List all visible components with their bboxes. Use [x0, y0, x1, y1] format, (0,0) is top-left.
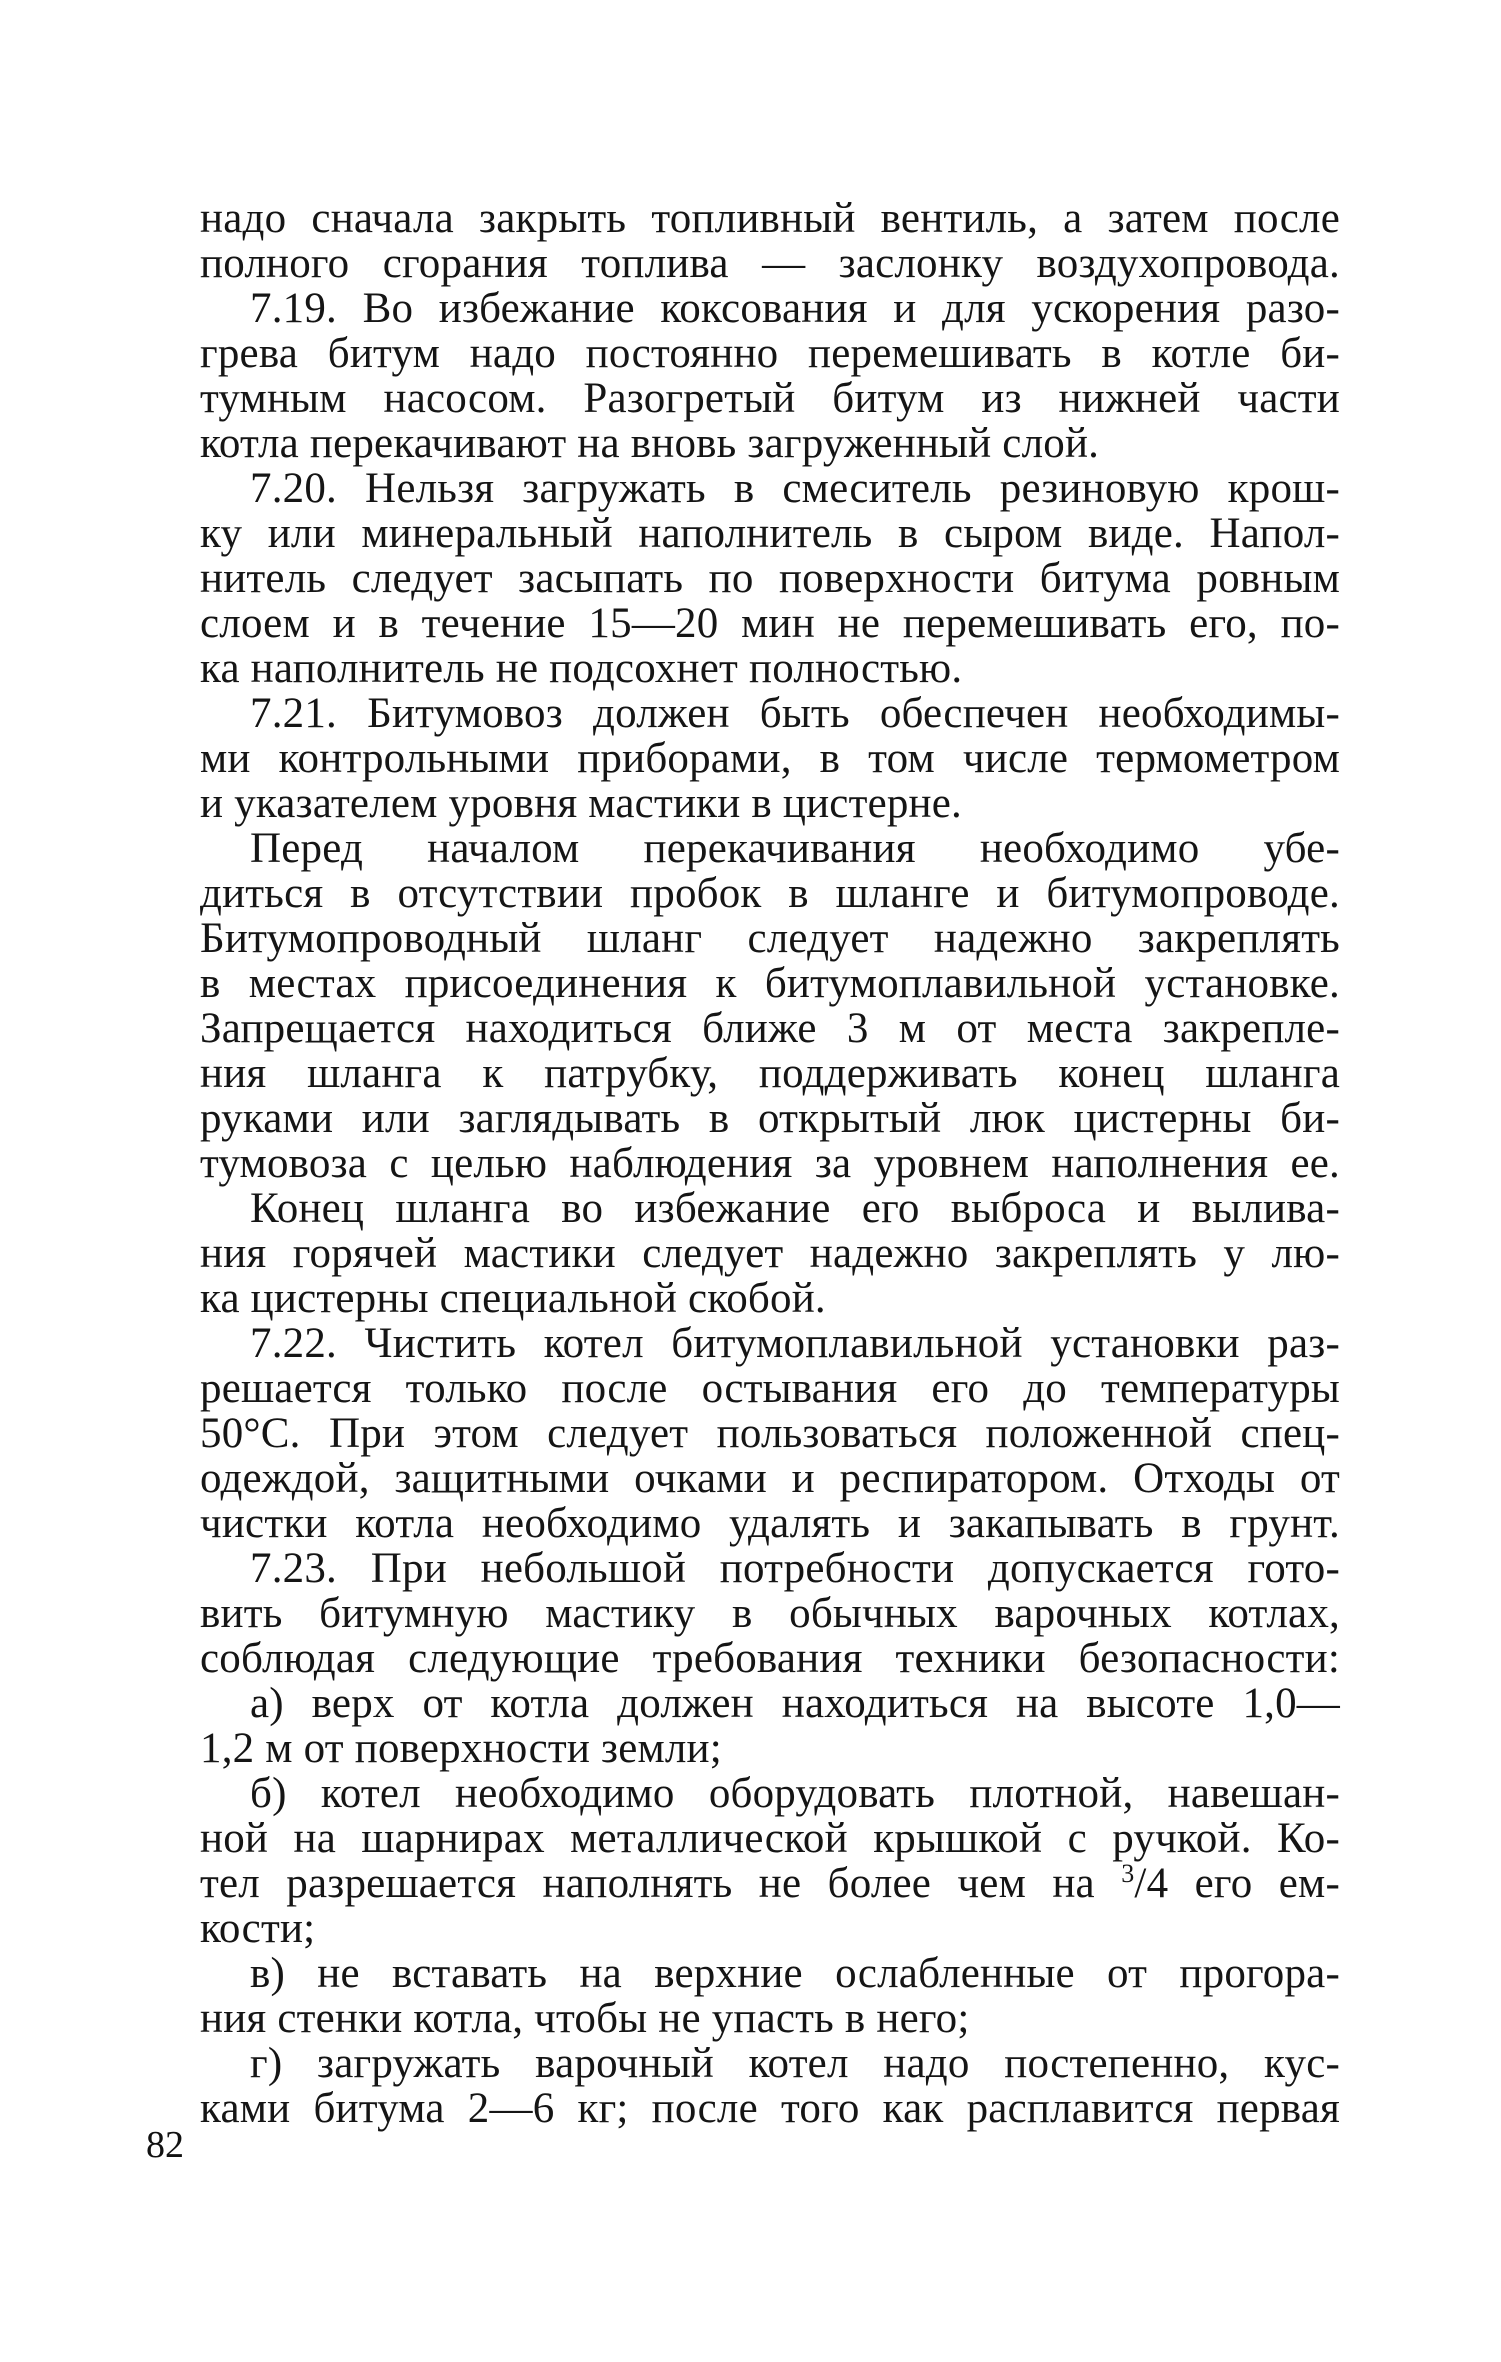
text-line: ми контрольными приборами, в том числе термометром — [200, 735, 1340, 782]
page-number: 82 — [146, 2124, 184, 2166]
text-line: 50°С. При этом следует пользоваться положенной спец- — [200, 1410, 1340, 1457]
fraction-line-end: его ем- — [1168, 1860, 1340, 1907]
text-line: ной на шарнирах металлической крышкой с ручкой. Ко- — [200, 1815, 1340, 1862]
fraction-slash: / — [1134, 1860, 1147, 1907]
text-line: в местах присоединения к битумоплавильной установке. — [200, 960, 1340, 1007]
fraction-line-start: тел разрешается наполнять не более чем на — [200, 1860, 1122, 1907]
text-line: б) котел необходимо оборудовать плотной, навешан- — [250, 1770, 1340, 1817]
text-line: ка наполнитель не подсохнет полностью. — [200, 645, 963, 692]
fraction-text-line — [200, 1860, 1340, 1908]
text-line: Битумопроводный шланг следует надежно закреплять — [200, 915, 1340, 962]
text-line: 7.22. Чистить котел битумоплавильной установки раз- — [250, 1320, 1340, 1367]
text-line: диться в отсутствии пробок в шланге и битумопроводе. — [200, 870, 1340, 917]
fraction-numerator: 3 — [1121, 1859, 1135, 1888]
text-line: г) загружать варочный котел надо постепенно, кус- — [250, 2040, 1340, 2087]
text-line: чистки котла необходимо удалять и закапывать в грунт. — [200, 1500, 1340, 1547]
text-line: решается только после остывания его до температуры — [200, 1365, 1340, 1412]
text-line: одеждой, защитными очками и респиратором. Отходы от — [200, 1455, 1340, 1502]
text-line: 7.20. Нельзя загружать в смеситель резиновую крош- — [250, 465, 1340, 512]
text-line: ния шланга к патрубку, поддерживать конец шланга — [200, 1050, 1340, 1097]
fraction-denominator: 4 — [1146, 1860, 1169, 1907]
text-line: Конец шланга во избежание его выброса и вылива- — [250, 1185, 1340, 1232]
text-line: а) верх от котла должен находиться на высоте 1,0— — [250, 1680, 1340, 1727]
text-line: и указателем уровня мастики в цистерне. — [200, 780, 963, 827]
text-line: ния стенки котла, чтобы не упасть в него; — [200, 1995, 970, 2042]
text-line: нитель следует засыпать по поверхности битума ровным — [200, 555, 1340, 602]
text-line: 7.23. При небольшой потребности допускается гото- — [250, 1545, 1340, 1592]
text-line: тумным насосом. Разогретый битум из нижней части — [200, 375, 1340, 422]
text-line: ка цистерны специальной скобой. — [200, 1275, 826, 1322]
text-line: ния горячей мастики следует надежно закреплять у лю- — [200, 1230, 1340, 1277]
text-line: в) не вставать на верхние ослабленные от прогора- — [250, 1950, 1340, 1997]
text-line: 1,2 м от поверхности земли; — [200, 1725, 722, 1772]
text-line: соблюдая следующие требования техники безопасности: — [200, 1635, 1340, 1682]
text-line: тумовоза с целью наблюдения за уровнем наполнения ее. — [200, 1140, 1340, 1187]
text-line: полного сгорания топлива — заслонку воздухопровода. — [200, 240, 1340, 287]
text-line: ку или минеральный наполнитель в сыром виде. Напол- — [200, 510, 1340, 557]
text-line: руками или заглядывать в открытый люк цистерны би- — [200, 1095, 1340, 1142]
text-line: 7.21. Битумовоз должен быть обеспечен необходимы- — [250, 690, 1340, 737]
text-line: котла перекачивают на вновь загруженный слой. — [200, 420, 1100, 467]
text-line: вить битумную мастику в обычных варочных котлах, — [200, 1590, 1340, 1637]
text-line: кости; — [200, 1905, 316, 1952]
text-line: грева битум надо постоянно перемешивать в котле би- — [200, 330, 1340, 377]
text-line: 7.19. Во избежание коксования и для ускорения разо- — [250, 285, 1340, 332]
text-line: Перед началом перекачивания необходимо убе- — [250, 825, 1340, 872]
text-line: Запрещается находиться ближе 3 м от места закрепле- — [200, 1005, 1340, 1052]
text-line: ками битума 2—6 кг; после того как расплавится первая — [200, 2085, 1340, 2132]
text-line: слоем и в течение 15—20 мин не перемешивать его, по- — [200, 600, 1340, 647]
text-line: надо сначала закрыть топливный вентиль, а затем после — [200, 195, 1340, 242]
